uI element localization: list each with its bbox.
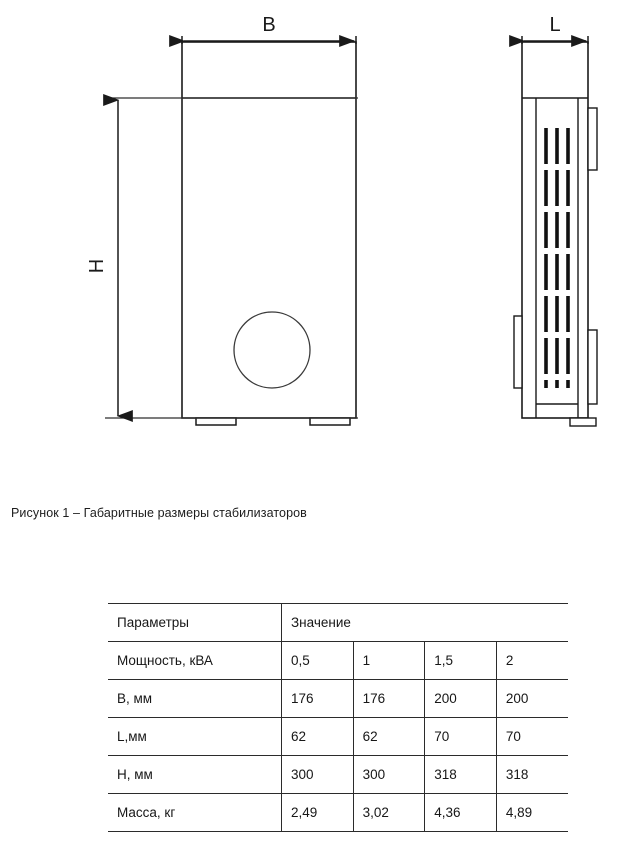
- table-cell: 318: [425, 756, 497, 794]
- table-header-row: [108, 604, 568, 642]
- dim-h-label: H: [86, 258, 108, 274]
- table-cell: 70: [425, 718, 497, 756]
- side-foot: [570, 418, 596, 426]
- table-cell: 300: [282, 756, 354, 794]
- side-view-group: [514, 42, 597, 426]
- dim-b-label: B: [262, 14, 276, 36]
- row-label: L,мм: [108, 718, 282, 756]
- row-label: H, мм: [108, 756, 282, 794]
- table-cell: 0,5: [282, 642, 354, 680]
- table-cell: 2: [496, 642, 568, 680]
- table-cell: 3,02: [353, 794, 425, 832]
- table-row: [108, 680, 568, 718]
- row-label: Мощность, кВА: [108, 642, 282, 680]
- table-row: [108, 794, 568, 832]
- table-cell: 1,5: [425, 642, 497, 680]
- front-foot-right: [310, 418, 350, 425]
- figure-caption: Рисунок 1 – Габаритные размеры стабилизаторов: [11, 506, 307, 520]
- table-cell: 300: [353, 756, 425, 794]
- header-cell-value: Значение: [282, 604, 569, 642]
- header-cell-parameter: Параметры: [108, 604, 282, 642]
- table-cell: 200: [496, 680, 568, 718]
- table-cell: 4,36: [425, 794, 497, 832]
- table-cell: 1: [353, 642, 425, 680]
- front-view-group: [182, 42, 356, 425]
- table-row: [108, 642, 568, 680]
- table-cell: 2,49: [282, 794, 354, 832]
- table-cell: 176: [353, 680, 425, 718]
- dimension-b-group: [182, 14, 356, 44]
- side-tab-left: [514, 316, 522, 388]
- table-cell: 318: [496, 756, 568, 794]
- specifications-table: [108, 603, 568, 832]
- table-cell: 70: [496, 718, 568, 756]
- table-cell: 176: [282, 680, 354, 718]
- specifications-table-wrapper: [108, 603, 568, 832]
- side-tab-right-lower: [588, 330, 597, 404]
- table-row: [108, 756, 568, 794]
- side-tab-right-upper: [588, 108, 597, 170]
- dimension-l-group: [522, 14, 588, 44]
- table-cell: 62: [353, 718, 425, 756]
- table-body: [108, 604, 568, 832]
- front-foot-left: [196, 418, 236, 425]
- dim-l-label: L: [549, 14, 561, 36]
- table-cell: 4,89: [496, 794, 568, 832]
- row-label: Масса, кг: [108, 794, 282, 832]
- row-label: B, мм: [108, 680, 282, 718]
- table-row: [108, 718, 568, 756]
- table-cell: 62: [282, 718, 354, 756]
- table-cell: 200: [425, 680, 497, 718]
